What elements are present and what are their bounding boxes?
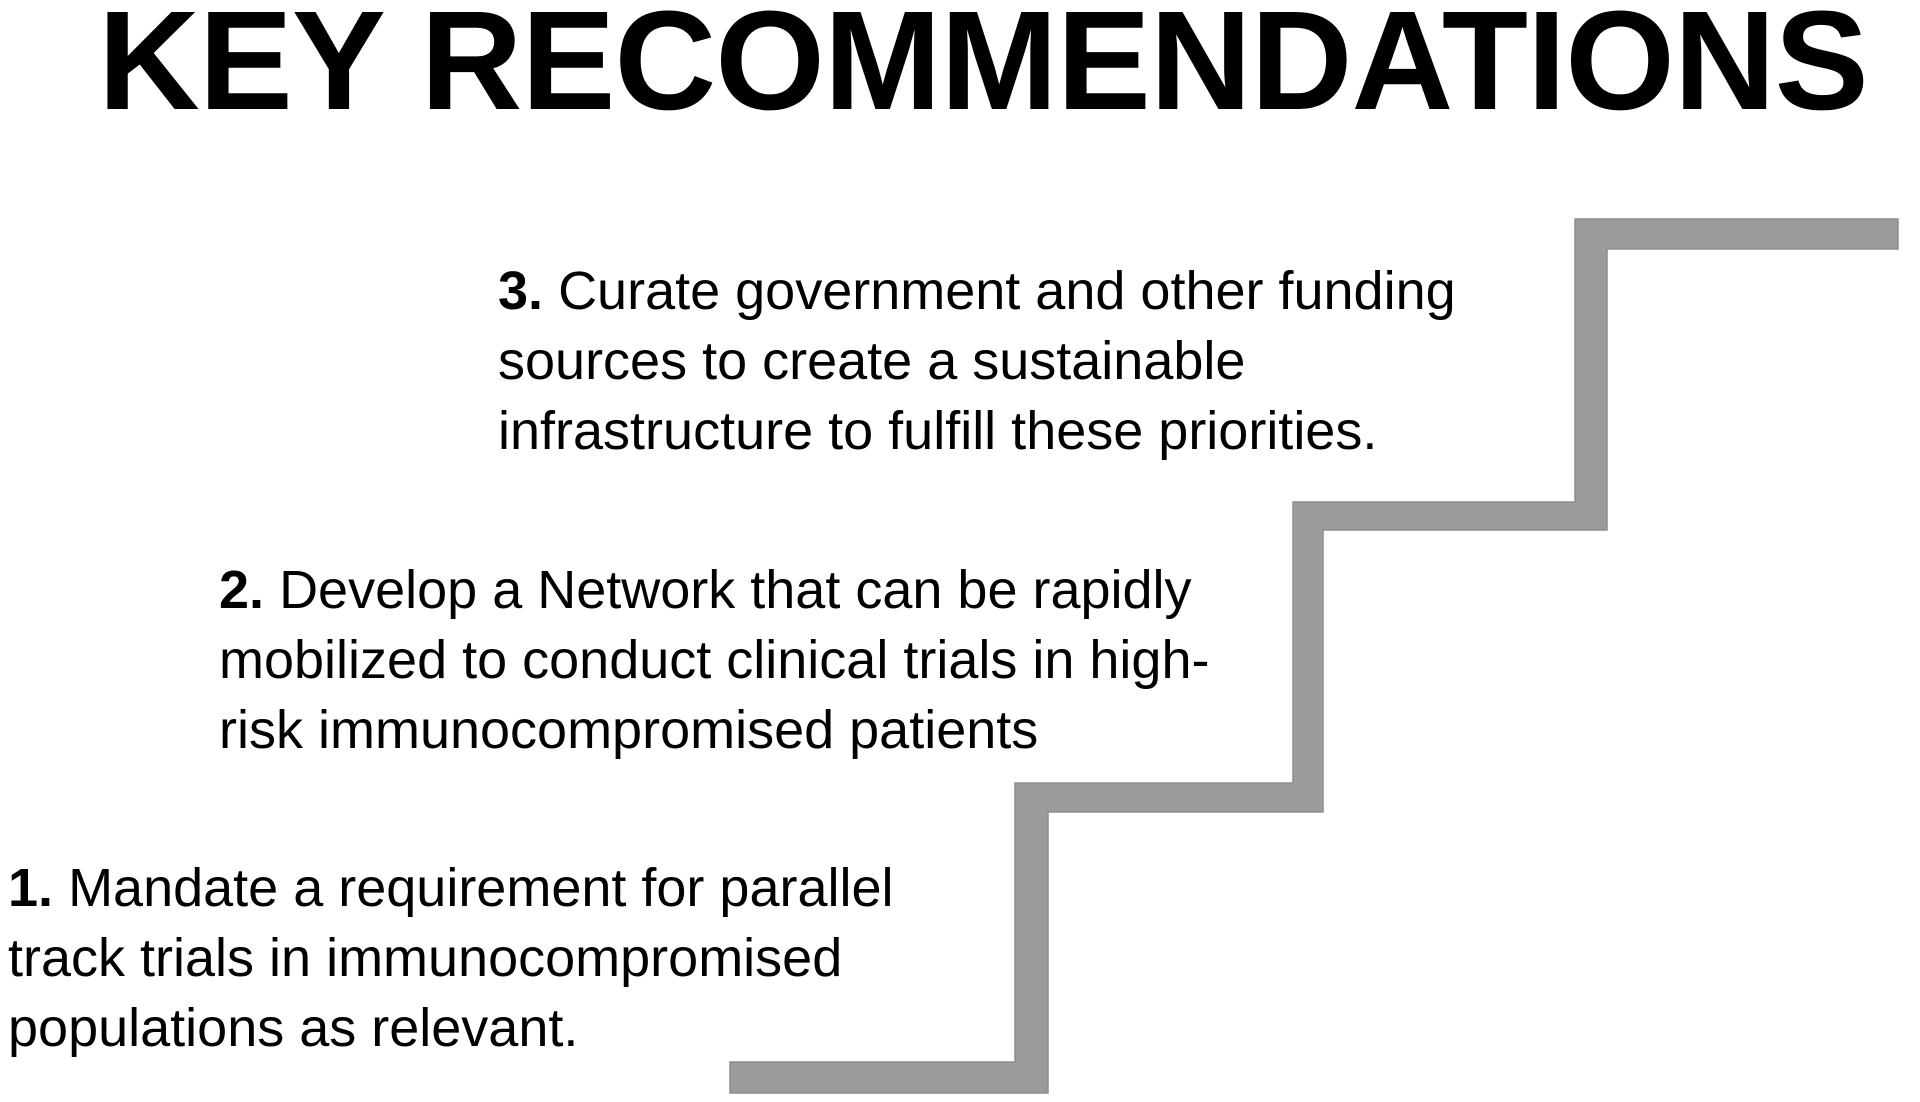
recommendation-1-line-2: track trials in immunocompromised [8, 928, 843, 988]
recommendation-3-line-1 [498, 256, 1456, 326]
figure-title: KEY RECOMMENDATIONS [98, 0, 1868, 139]
recommendation-3-text-1: Curate government and other funding [558, 261, 1456, 321]
recommendation-1-number: 1. [8, 858, 54, 918]
recommendation-2-line-2: mobilized to conduct clinical trials in high- [219, 630, 1210, 690]
recommendation-2 [219, 555, 1209, 765]
recommendation-1-line-3: populations as relevant. [8, 998, 579, 1058]
recommendation-2-line-1 [219, 555, 1209, 625]
recommendation-3-line-2: sources to create a sustainable [498, 331, 1246, 391]
recommendation-3-line-3: infrastructure to fulfill these priorities. [498, 401, 1378, 461]
recommendation-1 [8, 853, 894, 1063]
recommendation-2-text-1: Develop a Network that can be rapidly [279, 560, 1192, 620]
recommendation-1-text-1: Mandate a requirement for parallel [68, 858, 894, 918]
recommendation-1-line-1 [8, 853, 894, 923]
recommendation-2-number: 2. [219, 560, 265, 620]
recommendation-2-line-3: risk immunocompromised patients [219, 700, 1039, 760]
recommendation-3 [498, 256, 1456, 466]
recommendation-3-number: 3. [498, 261, 544, 321]
